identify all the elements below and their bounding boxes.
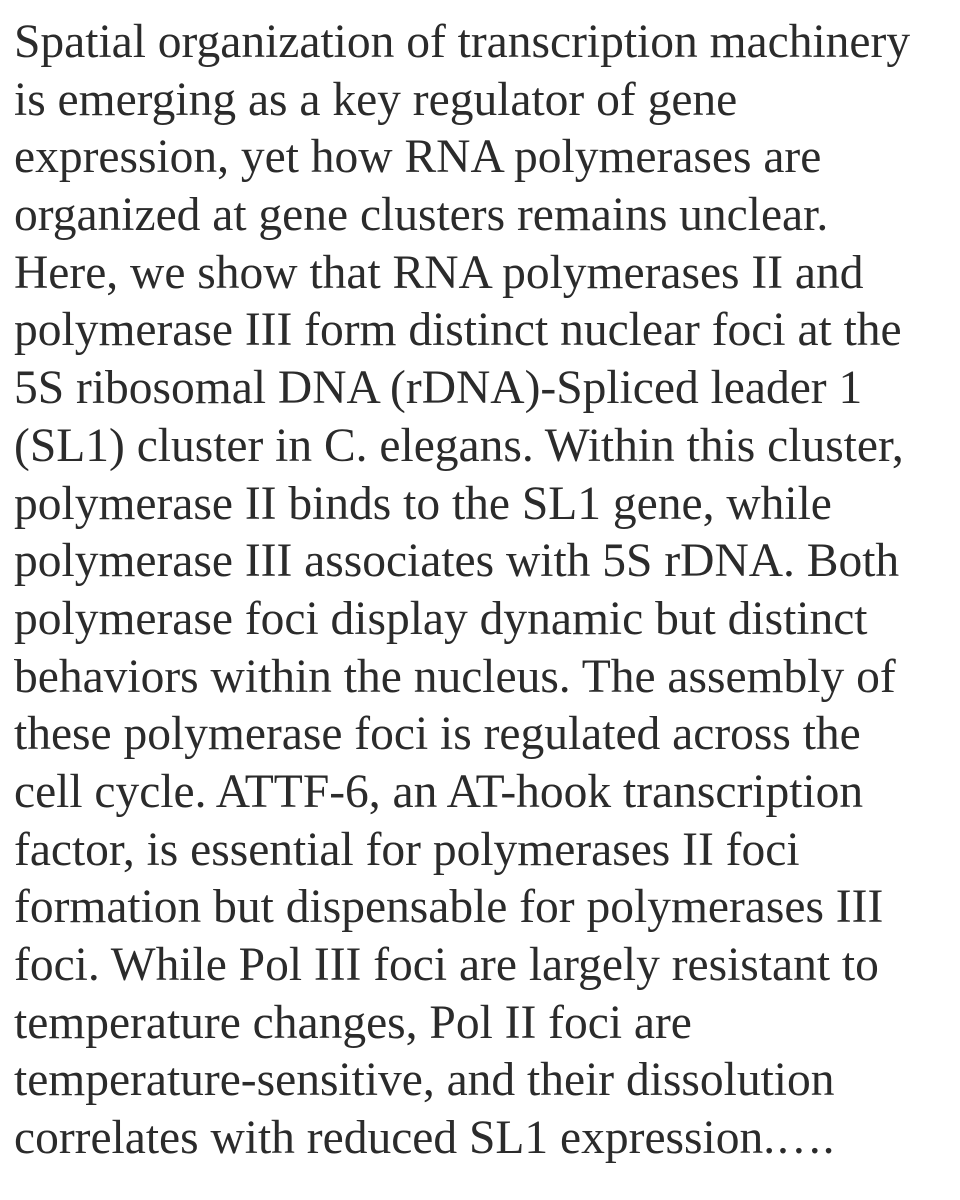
text-line: polymerase III form distinct nuclear foci at the [14, 304, 902, 357]
text-line: these polymerase foci is regulated across the [14, 708, 861, 761]
text-line: correlates with reduced SL1 expression.…. [14, 1112, 835, 1165]
text-line: foci. While Pol III foci are largely resistant to [14, 939, 879, 991]
text-line: polymerase foci display dynamic but distinct [14, 592, 868, 645]
abstract-text [14, 14, 954, 1168]
text-line: Spatial organization of transcription machinery [14, 16, 911, 68]
text-line: 5S ribosomal DNA (rDNA)-Spliced leader 1 [14, 362, 863, 415]
text-line: (SL1) cluster in C. elegans. Within this cluster, [14, 419, 904, 472]
text-line: Here, we show that RNA polymerases II and [14, 246, 864, 299]
text-line: behaviors within the nucleus. The assembly of [14, 650, 896, 703]
text-line: polymerase II binds to the SL1 gene, while [14, 477, 832, 530]
text-line: cell cycle. ATTF-6, an AT-hook transcription [14, 765, 864, 818]
text-line: factor, is essential for polymerases II foci [14, 823, 800, 876]
text-line: expression, yet how RNA polymerases are [14, 131, 822, 184]
text-line: temperature-sensitive, and their dissolution [14, 1054, 835, 1107]
text-line: polymerase III associates with 5S rDNA. Both [14, 535, 900, 588]
text-line: temperature changes, Pol II foci are [14, 996, 692, 1049]
text-line: organized at gene clusters remains unclear. [14, 189, 829, 242]
text-line: is emerging as a key regulator of gene [14, 73, 738, 126]
text-line: formation but dispensable for polymerases III [14, 881, 884, 934]
